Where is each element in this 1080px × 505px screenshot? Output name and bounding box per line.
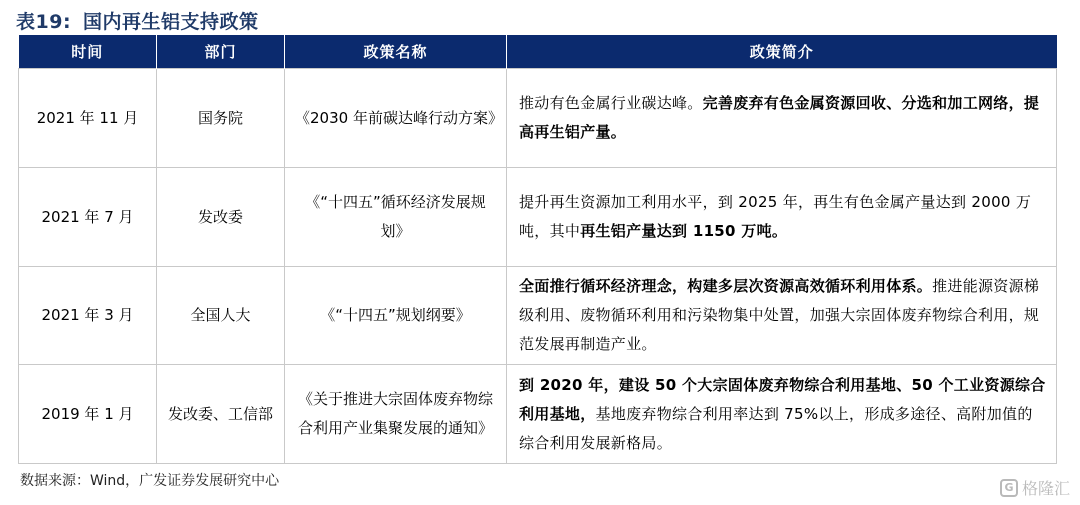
cell-date: 2019 年 1 月 (19, 365, 157, 464)
summary-text: 推进能源资源梯级利用、废物循环利用和污染物集中处置，加强大宗固体废弃物综合利用，规范发展再制造产业。 (519, 277, 1040, 353)
table-row (19, 365, 1057, 464)
data-source-note: 数据来源：Wind，广发证券发展研究中心 (20, 473, 280, 489)
cell-department: 全国人大 (157, 267, 285, 365)
cell-department: 国务院 (157, 69, 285, 168)
table-title-text: 国内再生铝支持政策 (83, 11, 259, 33)
summary-text: 推动有色金属行业碳达峰。 (519, 94, 703, 112)
column-header-policy-name: 政策名称 (285, 35, 507, 69)
cell-date: 2021 年 7 月 (19, 168, 157, 267)
cell-policy-summary (507, 69, 1057, 168)
column-header-department: 部门 (157, 35, 285, 69)
table-title (16, 7, 259, 33)
cell-policy-name: 《关于推进大宗固体废弃物综合利用产业集聚发展的通知》 (285, 365, 507, 464)
cell-policy-name: 《“十四五”规划纲要》 (285, 267, 507, 365)
cell-policy-name: 《2030 年前碳达峰行动方案》 (285, 69, 507, 168)
summary-text-bold: 再生铝产量达到 1150 万吨。 (580, 222, 788, 240)
table-row (19, 168, 1057, 267)
table-row (19, 267, 1057, 365)
cell-date: 2021 年 11 月 (19, 69, 157, 168)
table-row (19, 69, 1057, 168)
cell-date: 2021 年 3 月 (19, 267, 157, 365)
watermark-logo-icon: G (1000, 479, 1018, 497)
cell-policy-summary (507, 365, 1057, 464)
cell-policy-summary (507, 267, 1057, 365)
cell-policy-name: 《“十四五”循环经济发展规划》 (285, 168, 507, 267)
watermark (1000, 476, 1070, 499)
cell-department: 发改委、工信部 (157, 365, 285, 464)
cell-policy-summary (507, 168, 1057, 267)
policy-table (18, 35, 1057, 464)
cell-department: 发改委 (157, 168, 285, 267)
watermark-text: 格隆汇 (1021, 479, 1070, 498)
table-header-row (19, 35, 1057, 69)
summary-text-bold: 全面推行循环经济理念，构建多层次资源高效循环利用体系。 (519, 277, 933, 295)
summary-text-bold: 完善废弃有色金属资源回收、分选和加工网络，提高再生铝产量。 (519, 94, 1040, 141)
column-header-policy-summary: 政策简介 (507, 35, 1057, 69)
summary-text: 基地废弃物综合利用率达到 75%以上，形成多途径、高附加值的综合利用发展新格局。 (519, 404, 1033, 452)
summary-text: 提升再生资源加工利用水平，到 2025 年，再生有色金属产量达到 2000 万吨，其中 (519, 193, 1032, 240)
column-header-time: 时间 (19, 35, 157, 69)
table-number: 表19: (16, 11, 72, 33)
summary-text-bold: 到 2020 年，建设 50 个大宗固体废弃物综合利用基地、50 个工业资源综合利用基地， (519, 375, 1046, 423)
